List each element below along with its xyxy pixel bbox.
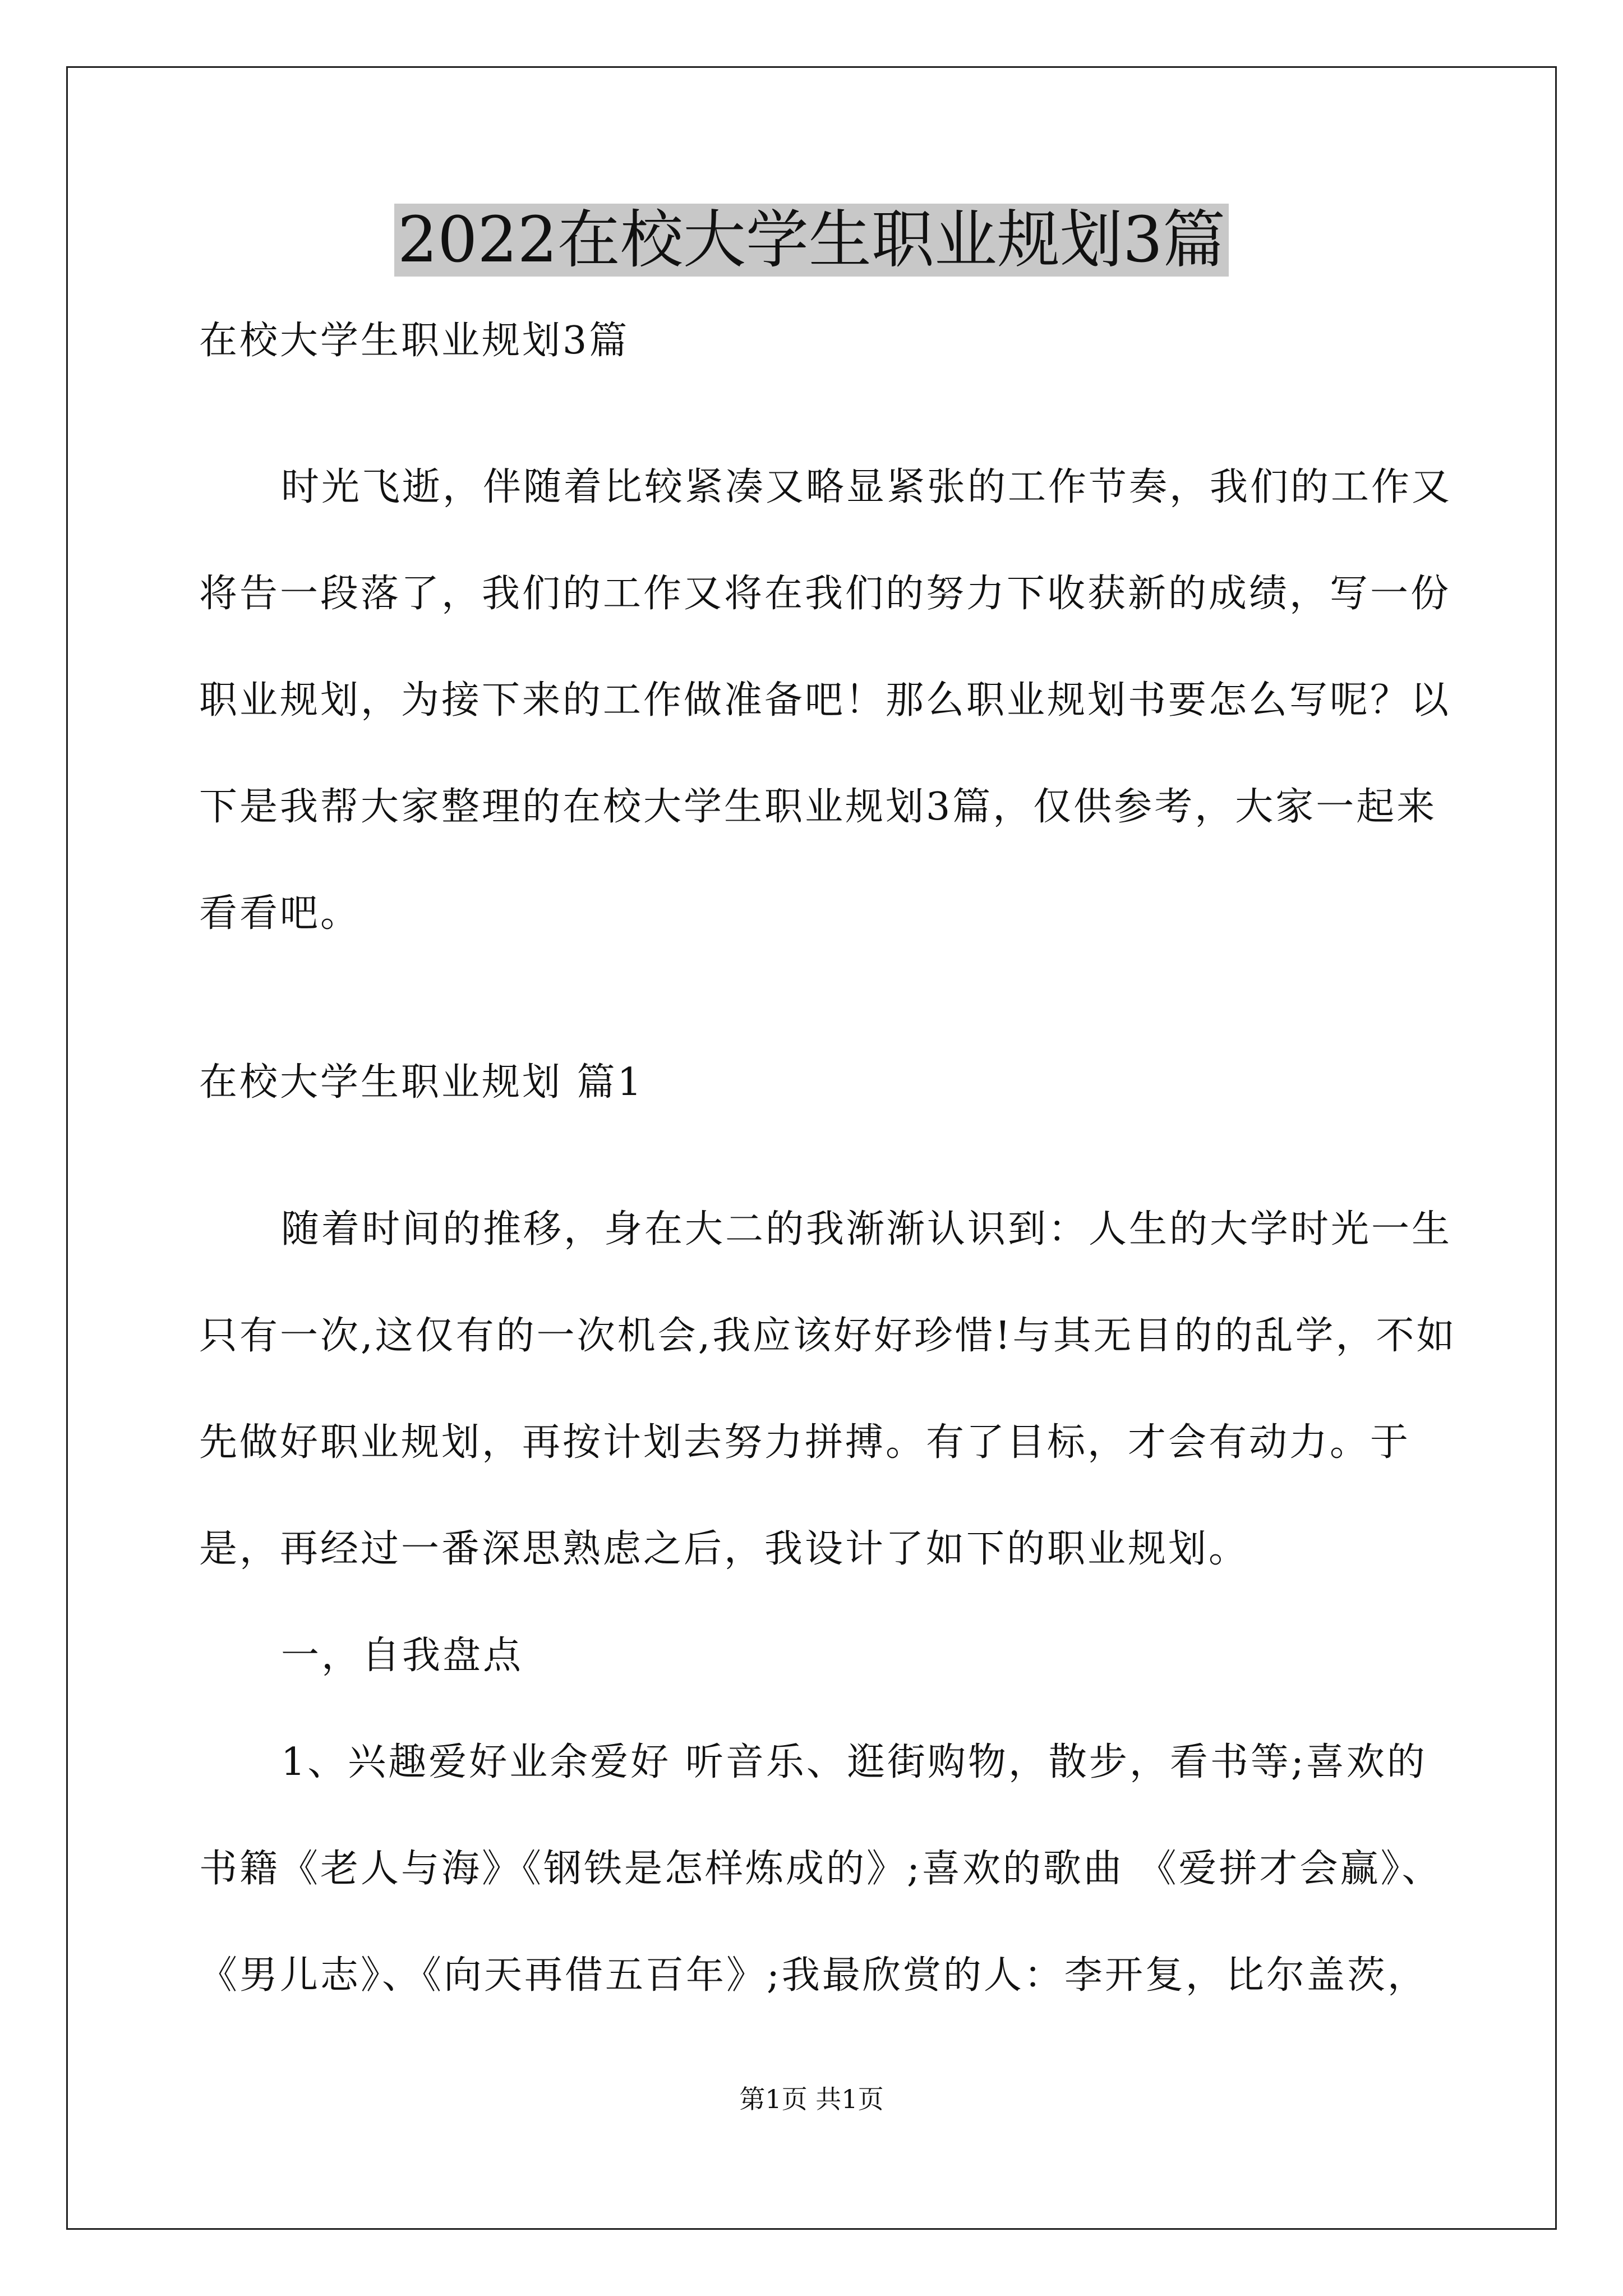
page-footer: 第1页 共1页 [739, 2084, 884, 2114]
document-title [0, 202, 1623, 278]
intro-paragraph: 时光飞逝，伴随着比较紧凑又略显紧张的工作节奏，我们的工作又将告一段落了，我们的工作又将在我们的努力下收获新的成绩，写一份职业规划，为接下来的工作做准备吧！那么职业规划书要怎么写呢？以下是我帮大家整理的在校大学生职业规划3篇，仅供参考，大家一起来看看吧。 [199, 465, 1453, 936]
section-heading-1: 在校大学生职业规划 篇1 [199, 1060, 644, 1105]
section1-item-heading: 一，自我盘点 [281, 1634, 524, 1678]
section1-paragraph: 随着时间的推移，身在大二的我渐渐认识到：人生的大学时光一生只有一次,这仅有的一次机会,我应该好好珍惜!与其无目的的乱学，不如先做好职业规划，再按计划去努力拼搏。有了目标，才会有动力。于是，再经过一番深思熟虑之后，我设计了如下的职业规划。 [199, 1207, 1457, 1571]
document-title-text: 2022在校大学生职业规划3篇 [394, 204, 1229, 277]
section1-item-1: 1、兴趣爱好业余爱好 听音乐、逛街购物，散步，看书等;喜欢的书籍《老人与海》《钢铁是怎样炼成的》;喜欢的歌曲 《爱拼才会赢》、《男儿志》、《向天再借五百年》;我最欣赏的人：李开复，比尔盖茨， [199, 1740, 1442, 1998]
document-subtitle: 在校大学生职业规划3篇 [199, 319, 630, 363]
